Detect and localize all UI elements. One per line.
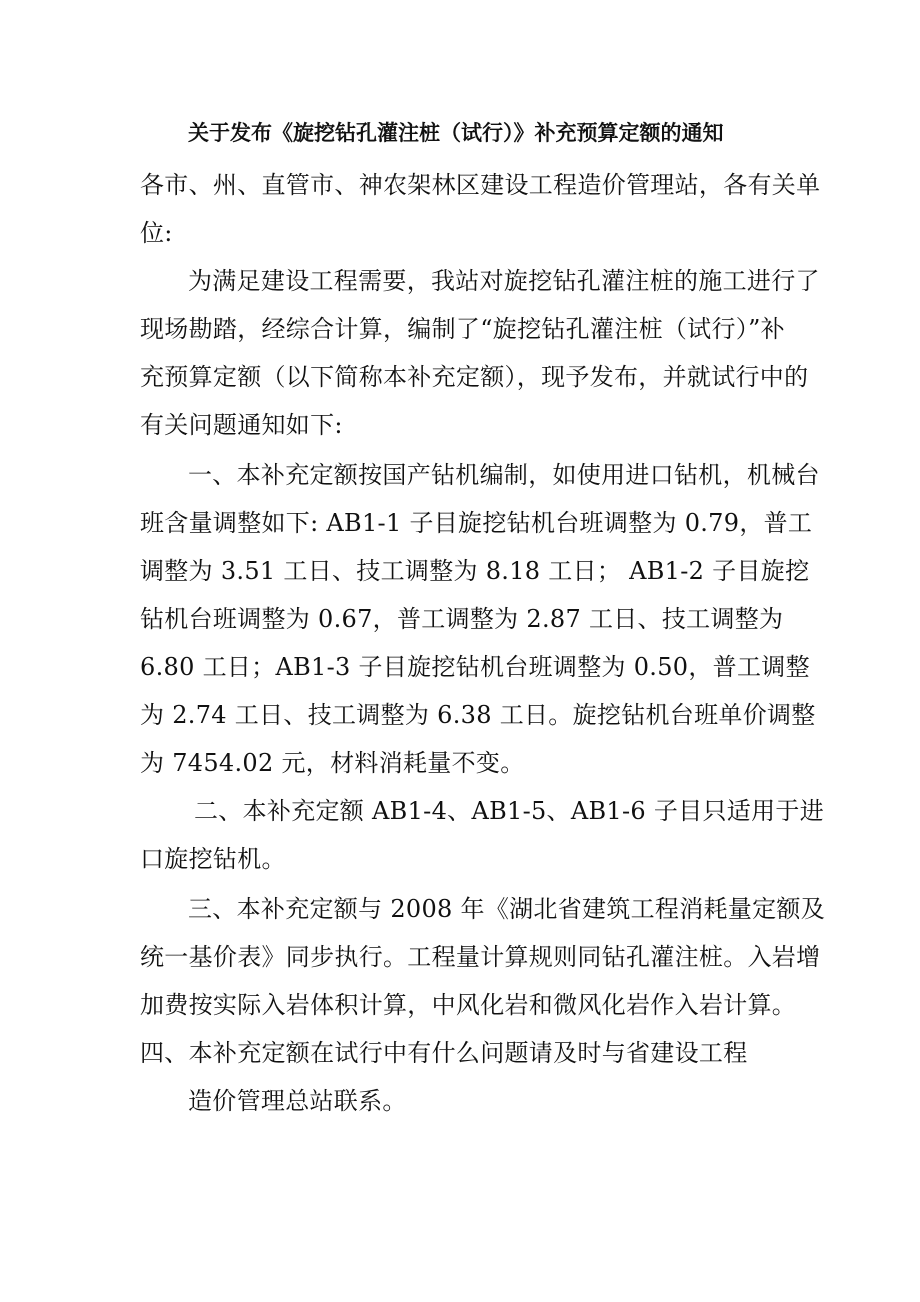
item1-line: 班含量调整如下: AB1-1 子目旋挖钻机台班调整为 0.79，普工 bbox=[140, 509, 813, 537]
intro-line: 现场勘踏，经综合计算，编制了“旋挖钻孔灌注桩（试行）”补 bbox=[140, 315, 785, 343]
intro-line: 为满足建设工程需要，我站对旋挖钻孔灌注桩的施工进行了 bbox=[188, 267, 820, 295]
intro-line: 有关问题通知如下: bbox=[140, 411, 343, 439]
item3-line: 三、本补充定额与 2008 年《湖北省建筑工程消耗量定额及 bbox=[188, 895, 826, 923]
item1-line: 为 7454.02 元，材料消耗量不变。 bbox=[140, 749, 525, 777]
item3-line: 统一基价表》同步执行。工程量计算规则同钻孔灌注桩。入岩增 bbox=[140, 943, 821, 971]
item1-line: 调整为 3.51 工日、技工调整为 8.18 工日； AB1-2 子目旋挖 bbox=[140, 557, 810, 585]
item3-line: 加费按实际入岩体积计算，中风化岩和微风化岩作入岩计算。 bbox=[140, 991, 797, 1019]
addressee-line: 各市、州、直管市、神农架林区建设工程造价管理站，各有关单 bbox=[140, 171, 821, 199]
item1-line: 一、本补充定额按国产钻机编制，如使用进口钻机，机械台 bbox=[188, 461, 820, 489]
intro-line: 充预算定额（以下简称本补充定额），现予发布，并就试行中的 bbox=[140, 363, 809, 391]
document-title: 关于发布《旋挖钻孔灌注桩（试行）》补充预算定额的通知 bbox=[188, 121, 724, 145]
item4-line: 四、本补充定额在试行中有什么问题请及时与省建设工程 bbox=[140, 1039, 748, 1067]
item1-line: 钻机台班调整为 0.67，普工调整为 2.87 工日、技工调整为 bbox=[140, 605, 784, 633]
item1-line: 为 2.74 工日、技工调整为 6.38 工日。旋挖钻机台班单价调整 bbox=[140, 701, 816, 729]
item2-line: 二、本补充定额 AB1-4、AB1-5、AB1-6 子目只适用于进 bbox=[194, 797, 825, 825]
item4-line: 造价管理总站联系。 bbox=[188, 1087, 407, 1115]
item1-line: 6.80 工日；AB1-3 子目旋挖钻机台班调整为 0.50，普工调整 bbox=[140, 653, 810, 681]
item2-line: 口旋挖钻机。 bbox=[140, 845, 286, 873]
addressee-line: 位: bbox=[140, 219, 173, 247]
